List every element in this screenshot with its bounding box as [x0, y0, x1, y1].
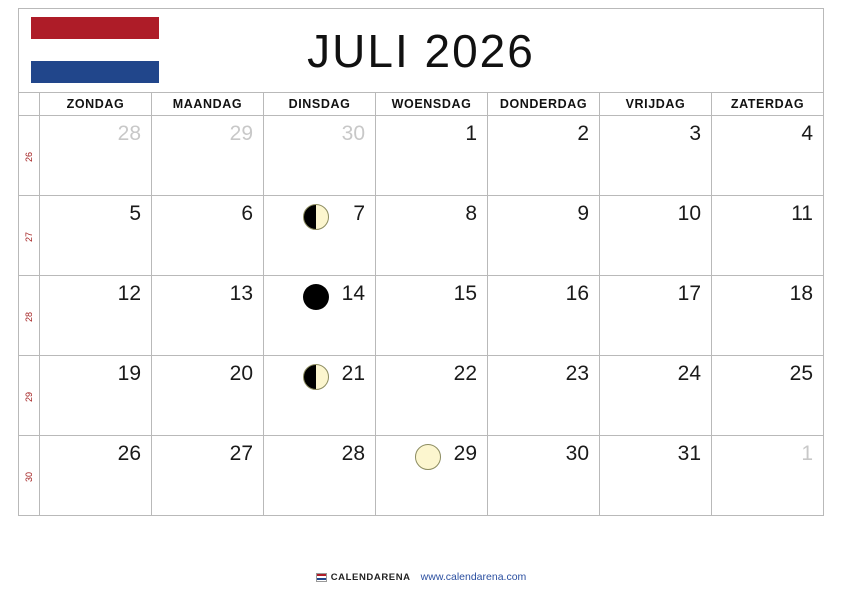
moon-phase-full-moon-icon	[415, 444, 441, 470]
site-url-link[interactable]: www.calendarena.com	[420, 571, 527, 583]
week-number: 30	[23, 471, 34, 482]
day-number: 2	[577, 122, 589, 145]
day-cell[interactable]	[712, 196, 824, 276]
day-cell[interactable]	[712, 356, 824, 436]
week-number: 28	[23, 311, 34, 322]
moon-phase-last-quarter-icon	[303, 204, 329, 230]
weekday-header-maandag: MAANDAG	[152, 93, 264, 116]
day-number: 25	[789, 362, 813, 385]
calendar-body	[19, 116, 824, 516]
day-number: 17	[677, 282, 701, 305]
weekday-header-woensdag: WOENSDAG	[376, 93, 488, 116]
day-cell[interactable]	[600, 276, 712, 356]
day-number: 8	[465, 202, 477, 225]
day-cell[interactable]	[152, 356, 264, 436]
day-cell[interactable]	[488, 436, 600, 516]
day-cell[interactable]	[264, 196, 376, 276]
day-number: 4	[801, 122, 813, 145]
day-number: 16	[565, 282, 589, 305]
brand-name: CALENDARENA	[330, 571, 411, 583]
footer	[0, 571, 842, 583]
day-number: 28	[117, 122, 141, 145]
day-cell[interactable]	[600, 436, 712, 516]
day-cell[interactable]	[152, 196, 264, 276]
calendar-header	[18, 8, 824, 92]
day-number: 11	[791, 202, 813, 225]
week-number-cell	[19, 276, 40, 356]
weekday-header-row	[19, 93, 824, 116]
calendar-week-row	[19, 116, 824, 196]
day-number: 3	[689, 122, 701, 145]
mini-flag-band-blue	[317, 578, 326, 580]
day-number: 19	[117, 362, 141, 385]
calendar-week-row	[19, 436, 824, 516]
day-cell[interactable]	[488, 196, 600, 276]
day-cell[interactable]	[152, 276, 264, 356]
day-cell[interactable]	[264, 276, 376, 356]
week-number-cell	[19, 356, 40, 436]
weekday-header-donderdag: DONDERDAG	[488, 93, 600, 116]
day-cell[interactable]	[600, 196, 712, 276]
weekday-header-zaterdag: ZATERDAG	[712, 93, 824, 116]
day-number: 1	[801, 442, 813, 465]
week-number: 27	[23, 231, 34, 242]
week-number-cell	[19, 196, 40, 276]
day-number: 23	[565, 362, 589, 385]
page-title: JULI 2026	[307, 24, 535, 77]
week-number-cell	[19, 436, 40, 516]
day-cell[interactable]	[376, 116, 488, 196]
day-number: 14	[341, 282, 365, 305]
day-number: 7	[353, 202, 365, 225]
brand-logo	[316, 572, 411, 583]
day-number: 13	[229, 282, 253, 305]
day-number: 29	[229, 122, 253, 145]
day-cell[interactable]	[712, 276, 824, 356]
day-number: 29	[453, 442, 477, 465]
day-number: 27	[229, 442, 253, 465]
weekday-header-dinsdag: DINSDAG	[264, 93, 376, 116]
day-cell[interactable]	[376, 436, 488, 516]
day-cell[interactable]	[264, 436, 376, 516]
day-cell[interactable]	[152, 436, 264, 516]
day-number: 26	[117, 442, 141, 465]
day-number: 30	[565, 442, 589, 465]
day-number: 10	[677, 202, 701, 225]
calendar-week-row	[19, 356, 824, 436]
day-cell[interactable]	[600, 356, 712, 436]
calendar-week-row	[19, 196, 824, 276]
day-cell[interactable]	[376, 196, 488, 276]
day-cell[interactable]	[40, 356, 152, 436]
day-number: 15	[453, 282, 477, 305]
day-number: 12	[117, 282, 141, 305]
weekday-header-zondag: ZONDAG	[40, 93, 152, 116]
day-number: 20	[229, 362, 253, 385]
week-number-corner	[19, 93, 40, 116]
day-number: 9	[577, 202, 589, 225]
day-number: 18	[789, 282, 813, 305]
week-number: 26	[23, 151, 34, 162]
day-cell[interactable]	[40, 196, 152, 276]
calendar-table	[18, 92, 824, 516]
day-cell[interactable]	[376, 276, 488, 356]
day-cell[interactable]	[264, 356, 376, 436]
day-cell[interactable]	[40, 436, 152, 516]
day-cell[interactable]	[488, 276, 600, 356]
day-cell[interactable]	[712, 436, 824, 516]
moon-phase-first-quarter-icon	[303, 364, 329, 390]
day-number: 28	[341, 442, 365, 465]
day-cell[interactable]	[488, 356, 600, 436]
day-cell[interactable]	[600, 116, 712, 196]
moon-phase-new-moon-icon	[303, 284, 329, 310]
day-cell[interactable]	[40, 276, 152, 356]
week-number-cell	[19, 116, 40, 196]
day-number: 24	[677, 362, 701, 385]
week-number: 29	[23, 391, 34, 402]
calendar-head	[19, 93, 824, 116]
day-number: 21	[341, 362, 365, 385]
weekday-header-vrijdag: VRIJDAG	[600, 93, 712, 116]
day-cell[interactable]	[488, 116, 600, 196]
day-cell[interactable]	[40, 116, 152, 196]
day-cell[interactable]	[712, 116, 824, 196]
day-number: 6	[241, 202, 253, 225]
day-number: 22	[453, 362, 477, 385]
mini-netherlands-flag-icon	[316, 573, 327, 582]
day-number: 5	[129, 202, 141, 225]
day-cell[interactable]	[376, 356, 488, 436]
day-number: 31	[677, 442, 701, 465]
calendar-week-row	[19, 276, 824, 356]
day-cell[interactable]	[264, 116, 376, 196]
day-cell[interactable]	[152, 116, 264, 196]
day-number: 30	[341, 122, 365, 145]
day-number: 1	[465, 122, 477, 145]
